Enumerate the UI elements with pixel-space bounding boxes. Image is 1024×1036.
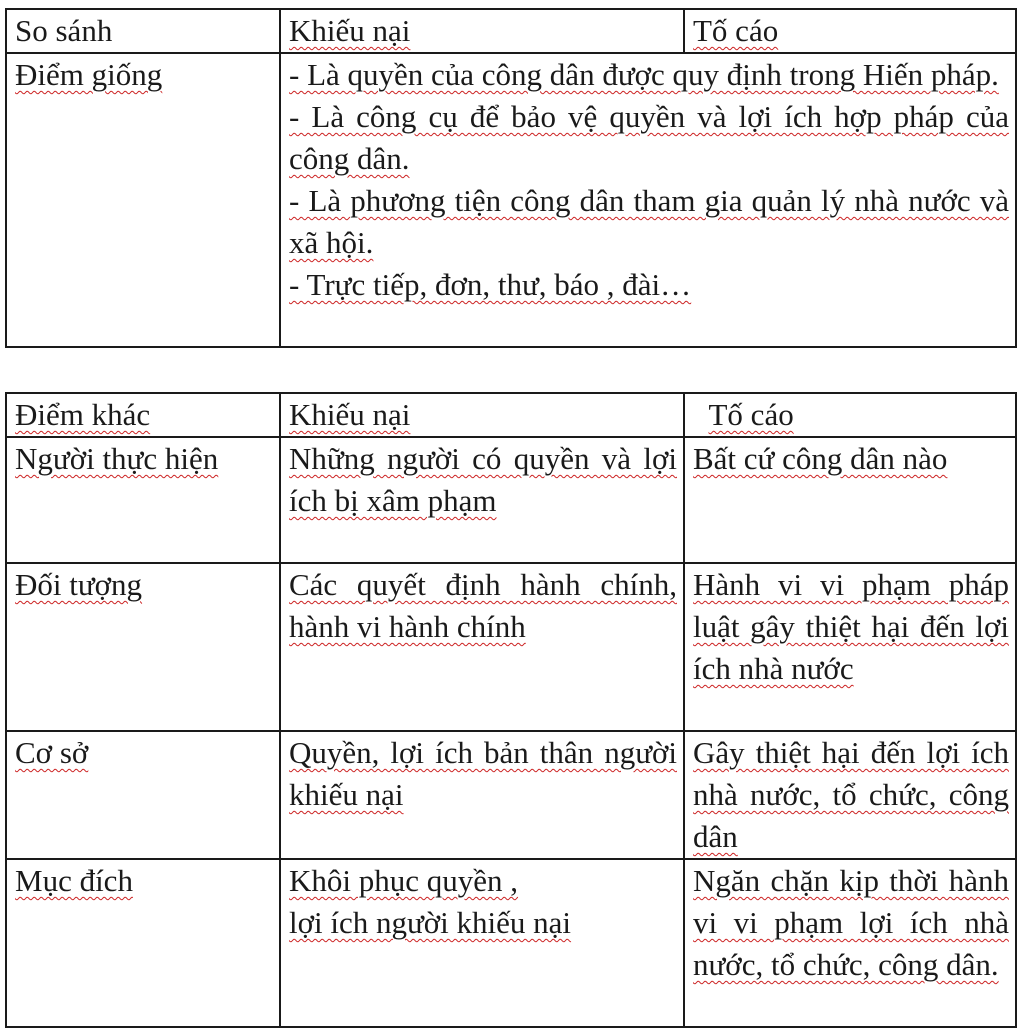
khieu-nai-cell: Các quyết định hành chính, hành vi hành chính (280, 563, 684, 731)
criterion-label: Đối tượng (15, 567, 143, 602)
header-label: Khiếu nại (289, 13, 411, 48)
table-row (6, 859, 1016, 1027)
header-cell-to-cao (684, 9, 1016, 53)
criterion-label: Mục đích (15, 863, 133, 898)
criterion-label: Người thực hiện (15, 441, 219, 476)
differences-table (5, 392, 1017, 1028)
criterion-cell (6, 859, 280, 1027)
table-header-row (6, 393, 1016, 437)
header-label: Tố cáo (708, 397, 794, 432)
table-header-row (6, 9, 1016, 53)
table-row (6, 731, 1016, 859)
header-cell-compare (6, 9, 280, 53)
header-cell-to-cao (684, 393, 1016, 437)
criterion-cell (6, 437, 280, 563)
similarities-table (5, 8, 1017, 348)
criterion-cell (6, 731, 280, 859)
header-label: Điểm khác (15, 397, 151, 432)
row-label-cell (6, 53, 280, 347)
criterion-label: Cơ sở (15, 735, 89, 770)
similarities-cell (280, 53, 1016, 347)
row-label: Điểm giống (15, 57, 163, 92)
similarity-line: - Là quyền của công dân được quy định trong Hiến pháp. (289, 57, 999, 92)
header-label: Tố cáo (693, 13, 779, 48)
table-row (6, 53, 1016, 347)
header-label: Khiếu nại (289, 397, 411, 432)
similarity-line: - Trực tiếp, đơn, thư, báo , đài… (289, 267, 692, 302)
to-cao-cell: Ngăn chặn kịp thời hành vi vi phạm lợi ích nhà nước, tổ chức, công dân. (684, 859, 1016, 1027)
header-cell-differences (6, 393, 280, 437)
header-cell-khieu-nai (280, 9, 684, 53)
to-cao-cell: Hành vi vi phạm pháp luật gây thiệt hại đến lợi ích nhà nước (684, 563, 1016, 731)
criterion-cell (6, 563, 280, 731)
header-label: So sánh (15, 13, 113, 48)
to-cao-cell: Bất cứ công dân nào (684, 437, 1016, 563)
to-cao-cell: Gây thiệt hại đến lợi ích nhà nước, tổ chức, công dân (684, 731, 1016, 859)
khieu-nai-cell: Quyền, lợi ích bản thân người khiếu nại (280, 731, 684, 859)
khieu-nai-cell: Khôi phục quyền , lợi ích người khiếu nại (280, 859, 684, 1027)
similarity-line: - Là công cụ để bảo vệ quyền và lợi ích hợp pháp của công dân. (289, 99, 1009, 176)
table-row (6, 437, 1016, 563)
similarity-line: - Là phương tiện công dân tham gia quản lý nhà nước và xã hội. (289, 183, 1009, 260)
header-cell-khieu-nai (280, 393, 684, 437)
khieu-nai-cell: Những người có quyền và lợi ích bị xâm phạm (280, 437, 684, 563)
table-row (6, 563, 1016, 731)
